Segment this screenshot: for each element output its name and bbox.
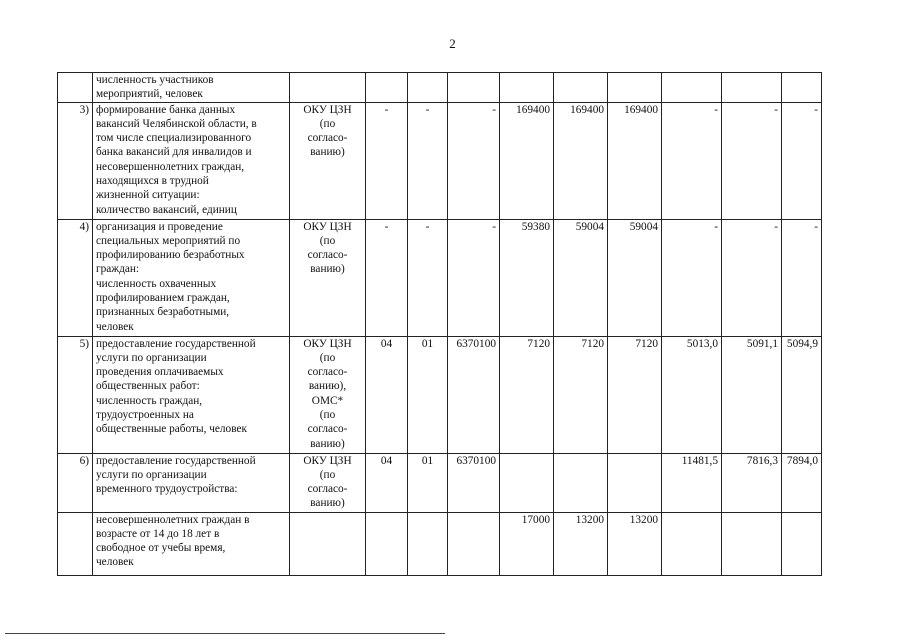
funding-year3-cell <box>782 73 822 103</box>
subsection-code-cell: 01 <box>408 336 448 453</box>
row-number-cell: 5) <box>58 336 93 453</box>
funding-year2-cell: 5091,1 <box>722 336 782 453</box>
responsible-cell <box>290 453 366 512</box>
funding-year2-cell <box>722 73 782 103</box>
funding-year2-cell: - <box>722 219 782 336</box>
responsible-line: согласо- <box>307 132 348 145</box>
subsection-code-cell <box>408 512 448 575</box>
funding-year1-cell: - <box>662 219 722 336</box>
subsection-code-cell: - <box>408 102 448 219</box>
description-line: жизненной ситуации: <box>96 189 200 202</box>
description-cell <box>93 219 290 336</box>
target-article-cell: 6370100 <box>448 336 500 453</box>
description-line: возрасте от 14 до 18 лет в <box>96 527 220 540</box>
responsible-line: согласо- <box>307 366 348 379</box>
description-line: человек <box>96 320 134 333</box>
description-line: банка вакансий для инвалидов и <box>96 146 252 159</box>
description-line: специальных мероприятий по <box>96 234 241 247</box>
description-line: формирование банка данных <box>96 103 236 116</box>
description-line: признанных безработными, <box>96 306 230 319</box>
description-cell <box>93 102 290 219</box>
funding-year2-cell <box>722 512 782 575</box>
indicator-year2-cell: 13200 <box>554 512 608 575</box>
funding-year3-cell <box>782 512 822 575</box>
responsible-line: ванию) <box>310 146 345 159</box>
responsible-line: (по <box>319 234 336 247</box>
description-line: организация и проведение <box>96 220 223 233</box>
funding-year2-cell: 7816,3 <box>722 453 782 512</box>
indicator-year3-cell: 13200 <box>608 512 662 575</box>
indicator-year2-cell: 59004 <box>554 219 608 336</box>
responsible-line: ОКУ ЦЗН <box>303 337 352 350</box>
description-line: услуги по организации <box>96 468 207 481</box>
table-row <box>58 219 822 336</box>
section-code-cell: - <box>366 102 408 219</box>
indicator-year2-cell: 169400 <box>554 102 608 219</box>
indicator-year3-cell <box>608 453 662 512</box>
funding-year2-cell: - <box>722 102 782 219</box>
funding-year1-cell: - <box>662 102 722 219</box>
funding-year1-cell <box>662 73 722 103</box>
indicator-year1-cell: 17000 <box>500 512 554 575</box>
description-cell <box>93 453 290 512</box>
description-line: мероприятий, человек <box>96 88 203 101</box>
indicator-year1-cell: 59380 <box>500 219 554 336</box>
table-row <box>58 453 822 512</box>
funding-year3-cell: - <box>782 102 822 219</box>
indicator-year1-cell: 169400 <box>500 102 554 219</box>
indicator-year1-cell <box>500 453 554 512</box>
responsible-line: согласо- <box>307 483 348 496</box>
description-line: том числе специализированного <box>96 132 252 145</box>
target-article-cell: 6370100 <box>448 453 500 512</box>
responsible-line: ОКУ ЦЗН <box>303 454 352 467</box>
responsible-line: (по <box>319 468 336 481</box>
row-number-cell <box>58 512 93 575</box>
row-number-cell: 6) <box>58 453 93 512</box>
indicator-year2-cell <box>554 453 608 512</box>
description-line: общественных работ: <box>96 380 200 393</box>
section-code-cell <box>366 73 408 103</box>
table-row <box>58 336 822 453</box>
subsection-code-cell: 01 <box>408 453 448 512</box>
description-line: численность охваченных <box>96 277 217 290</box>
target-article-cell: - <box>448 102 500 219</box>
description-line: свободное от учебы время, <box>96 542 226 555</box>
description-line: профилированию безработных <box>96 249 245 262</box>
responsible-line: ванию), <box>308 380 347 393</box>
responsible-cell <box>290 102 366 219</box>
description-line: услуги по организации <box>96 351 207 364</box>
responsible-line: согласо- <box>307 423 348 436</box>
section-code-cell: 04 <box>366 453 408 512</box>
subsection-code-cell: - <box>408 219 448 336</box>
description-line: человек <box>96 556 134 569</box>
responsible-line: ОКУ ЦЗН <box>303 103 352 116</box>
description-line: общественные работы, человек <box>96 423 247 436</box>
program-table <box>57 72 822 576</box>
responsible-cell <box>290 219 366 336</box>
description-cell <box>93 512 290 575</box>
funding-year1-cell <box>662 512 722 575</box>
responsible-line: ванию) <box>310 497 345 510</box>
funding-year1-cell: 11481,5 <box>662 453 722 512</box>
responsible-line: согласо- <box>307 249 348 262</box>
table-row <box>58 102 822 219</box>
description-line: профилированием граждан, <box>96 292 230 305</box>
table-row <box>58 512 822 575</box>
responsible-line: ОМС* <box>311 394 344 407</box>
responsible-line: (по <box>319 351 336 364</box>
indicator-year1-cell <box>500 73 554 103</box>
row-number-cell: 4) <box>58 219 93 336</box>
responsible-cell <box>290 512 366 575</box>
funding-year3-cell: 7894,0 <box>782 453 822 512</box>
responsible-line: ванию) <box>310 437 345 450</box>
indicator-year2-cell: 7120 <box>554 336 608 453</box>
indicator-year3-cell <box>608 73 662 103</box>
section-code-cell <box>366 512 408 575</box>
funding-year1-cell: 5013,0 <box>662 336 722 453</box>
responsible-line: ванию) <box>310 263 345 276</box>
indicator-year3-cell: 7120 <box>608 336 662 453</box>
description-line: несовершеннолетних граждан, <box>96 160 245 173</box>
description-cell <box>93 73 290 103</box>
target-article-cell <box>448 512 500 575</box>
target-article-cell <box>448 73 500 103</box>
funding-year3-cell: 5094,9 <box>782 336 822 453</box>
table-body <box>58 73 822 576</box>
description-line: численность граждан, <box>96 394 203 407</box>
footnote-rule <box>5 633 445 634</box>
description-line: вакансий Челябинской области, в <box>96 117 257 130</box>
responsible-cell <box>290 73 366 103</box>
section-code-cell: 04 <box>366 336 408 453</box>
target-article-cell: - <box>448 219 500 336</box>
section-code-cell: - <box>366 219 408 336</box>
indicator-year1-cell: 7120 <box>500 336 554 453</box>
indicator-year3-cell: 59004 <box>608 219 662 336</box>
indicator-year3-cell: 169400 <box>608 102 662 219</box>
table-row <box>58 73 822 103</box>
description-line: количество вакансий, единиц <box>96 203 237 216</box>
indicator-year2-cell <box>554 73 608 103</box>
subsection-code-cell <box>408 73 448 103</box>
responsible-line: ОКУ ЦЗН <box>303 220 352 233</box>
description-line: граждан: <box>96 263 140 276</box>
responsible-line: (по <box>319 117 336 130</box>
description-line: проведения оплачиваемых <box>96 366 224 379</box>
row-number-cell <box>58 73 93 103</box>
description-line: численность участников <box>96 74 214 86</box>
responsible-cell <box>290 336 366 453</box>
description-line: временного трудоустройства: <box>96 483 238 496</box>
responsible-line: (по <box>319 409 336 422</box>
description-cell <box>93 336 290 453</box>
description-line: несовершеннолетних граждан в <box>96 513 250 526</box>
funding-year3-cell: - <box>782 219 822 336</box>
row-number-cell: 3) <box>58 102 93 219</box>
page-number: 2 <box>449 36 456 51</box>
description-line: предоставление государственной <box>96 454 256 467</box>
description-line: предоставление государственной <box>96 337 256 350</box>
description-line: находящихся в трудной <box>96 175 209 188</box>
description-line: трудоустроенных на <box>96 409 194 422</box>
